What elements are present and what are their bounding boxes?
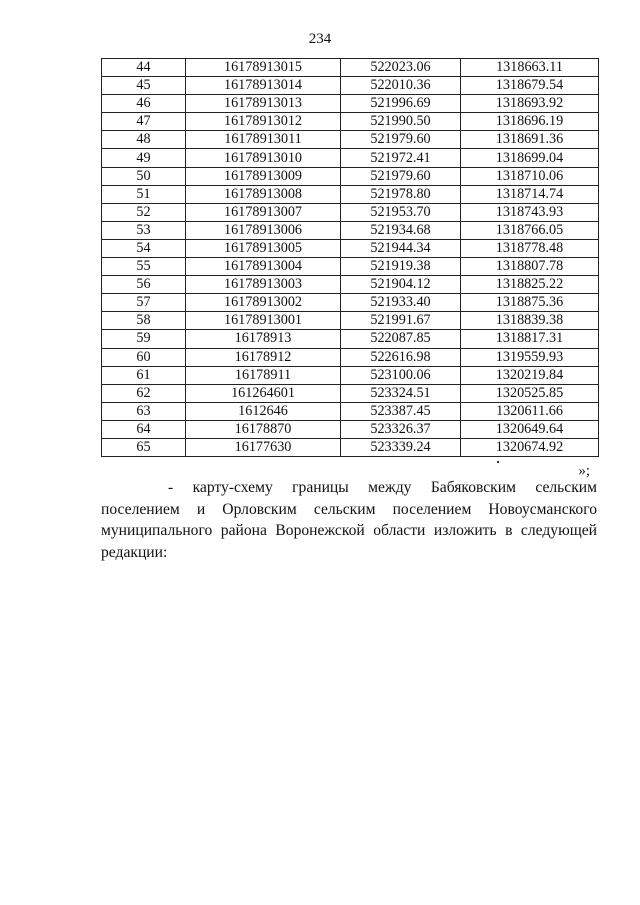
y-coordinate-cell: 1318679.54 [461, 77, 599, 95]
y-coordinate-cell: 1318807.78 [461, 258, 599, 276]
cadastral-number-cell: 16178913010 [186, 149, 341, 167]
y-coordinate-cell: 1320525.85 [461, 384, 599, 402]
table-row [102, 131, 599, 149]
cadastral-number-cell: 161264601 [186, 384, 341, 402]
table-row [102, 77, 599, 95]
cadastral-number-cell: 16178870 [186, 420, 341, 438]
x-coordinate-cell: 523387.45 [341, 402, 461, 420]
table-row [102, 366, 599, 384]
cadastral-number-cell: 16178913 [186, 330, 341, 348]
point-number-cell: 44 [102, 59, 186, 77]
y-coordinate-cell: 1318663.11 [461, 59, 599, 77]
x-coordinate-cell: 521979.60 [341, 131, 461, 149]
y-coordinate-cell: 1318710.06 [461, 167, 599, 185]
point-number-cell: 54 [102, 239, 186, 257]
stray-dot [497, 461, 499, 463]
coordinates-table [101, 58, 599, 457]
x-coordinate-cell: 523100.06 [341, 366, 461, 384]
cadastral-number-cell: 16178913005 [186, 239, 341, 257]
point-number-cell: 47 [102, 113, 186, 131]
x-coordinate-cell: 521933.40 [341, 294, 461, 312]
y-coordinate-cell: 1318766.05 [461, 221, 599, 239]
table-row [102, 221, 599, 239]
point-number-cell: 46 [102, 95, 186, 113]
cadastral-number-cell: 16178911 [186, 366, 341, 384]
y-coordinate-cell: 1318714.74 [461, 185, 599, 203]
x-coordinate-cell: 521944.34 [341, 239, 461, 257]
y-coordinate-cell: 1320219.84 [461, 366, 599, 384]
y-coordinate-cell: 1318825.22 [461, 276, 599, 294]
point-number-cell: 60 [102, 348, 186, 366]
body-paragraph [101, 477, 597, 563]
point-number-cell: 64 [102, 420, 186, 438]
cadastral-number-cell: 16178912 [186, 348, 341, 366]
cadastral-number-cell: 16178913003 [186, 276, 341, 294]
cadastral-number-cell: 16178913014 [186, 77, 341, 95]
cadastral-number-cell: 16178913015 [186, 59, 341, 77]
point-number-cell: 45 [102, 77, 186, 95]
point-number-cell: 52 [102, 203, 186, 221]
closing-quote: »; [578, 463, 590, 479]
point-number-cell: 53 [102, 221, 186, 239]
x-coordinate-cell: 521904.12 [341, 276, 461, 294]
table-row [102, 59, 599, 77]
cadastral-number-cell: 16178913009 [186, 167, 341, 185]
point-number-cell: 58 [102, 312, 186, 330]
table-row [102, 113, 599, 131]
y-coordinate-cell: 1318699.04 [461, 149, 599, 167]
coordinates-table-body [102, 59, 599, 457]
table-row [102, 95, 599, 113]
table-row [102, 258, 599, 276]
table-row [102, 438, 599, 456]
paragraph-text: - карту-схему границы между Бабяковским сельским поселением и Орловским сельским поселением Новоусманского муниципального района Воронежской области изложить в следующей редакции: [101, 479, 597, 561]
table-row [102, 185, 599, 203]
x-coordinate-cell: 522010.36 [341, 77, 461, 95]
x-coordinate-cell: 522616.98 [341, 348, 461, 366]
x-coordinate-cell: 521953.70 [341, 203, 461, 221]
x-coordinate-cell: 522023.06 [341, 59, 461, 77]
cadastral-number-cell: 16178913012 [186, 113, 341, 131]
point-number-cell: 65 [102, 438, 186, 456]
table-row [102, 276, 599, 294]
x-coordinate-cell: 522087.85 [341, 330, 461, 348]
table-row [102, 420, 599, 438]
table-row [102, 203, 599, 221]
point-number-cell: 62 [102, 384, 186, 402]
y-coordinate-cell: 1318875.36 [461, 294, 599, 312]
table-row [102, 348, 599, 366]
table-row [102, 149, 599, 167]
point-number-cell: 57 [102, 294, 186, 312]
y-coordinate-cell: 1320649.64 [461, 420, 599, 438]
y-coordinate-cell: 1318817.31 [461, 330, 599, 348]
point-number-cell: 63 [102, 402, 186, 420]
cadastral-number-cell: 16178913001 [186, 312, 341, 330]
y-coordinate-cell: 1320611.66 [461, 402, 599, 420]
point-number-cell: 48 [102, 131, 186, 149]
table-row [102, 239, 599, 257]
table-row [102, 294, 599, 312]
point-number-cell: 55 [102, 258, 186, 276]
x-coordinate-cell: 521979.60 [341, 167, 461, 185]
table-row [102, 167, 599, 185]
y-coordinate-cell: 1318743.93 [461, 203, 599, 221]
point-number-cell: 56 [102, 276, 186, 294]
cadastral-number-cell: 16177630 [186, 438, 341, 456]
cadastral-number-cell: 1612646 [186, 402, 341, 420]
y-coordinate-cell: 1318696.19 [461, 113, 599, 131]
x-coordinate-cell: 521978.80 [341, 185, 461, 203]
point-number-cell: 59 [102, 330, 186, 348]
x-coordinate-cell: 521990.50 [341, 113, 461, 131]
y-coordinate-cell: 1318778.48 [461, 239, 599, 257]
x-coordinate-cell: 521934.68 [341, 221, 461, 239]
x-coordinate-cell: 521996.69 [341, 95, 461, 113]
table-row [102, 312, 599, 330]
y-coordinate-cell: 1318691.36 [461, 131, 599, 149]
y-coordinate-cell: 1320674.92 [461, 438, 599, 456]
y-coordinate-cell: 1319559.93 [461, 348, 599, 366]
point-number-cell: 50 [102, 167, 186, 185]
point-number-cell: 51 [102, 185, 186, 203]
x-coordinate-cell: 523339.24 [341, 438, 461, 456]
x-coordinate-cell: 521991.67 [341, 312, 461, 330]
point-number-cell: 49 [102, 149, 186, 167]
x-coordinate-cell: 523324.51 [341, 384, 461, 402]
cadastral-number-cell: 16178913004 [186, 258, 341, 276]
point-number-cell: 61 [102, 366, 186, 384]
cadastral-number-cell: 16178913008 [186, 185, 341, 203]
page-number: 234 [308, 31, 332, 47]
y-coordinate-cell: 1318693.92 [461, 95, 599, 113]
cadastral-number-cell: 16178913002 [186, 294, 341, 312]
cadastral-number-cell: 16178913007 [186, 203, 341, 221]
x-coordinate-cell: 521919.38 [341, 258, 461, 276]
cadastral-number-cell: 16178913006 [186, 221, 341, 239]
y-coordinate-cell: 1318839.38 [461, 312, 599, 330]
table-row [102, 402, 599, 420]
table-row [102, 330, 599, 348]
cadastral-number-cell: 16178913011 [186, 131, 341, 149]
x-coordinate-cell: 523326.37 [341, 420, 461, 438]
x-coordinate-cell: 521972.41 [341, 149, 461, 167]
table-row [102, 384, 599, 402]
cadastral-number-cell: 16178913013 [186, 95, 341, 113]
